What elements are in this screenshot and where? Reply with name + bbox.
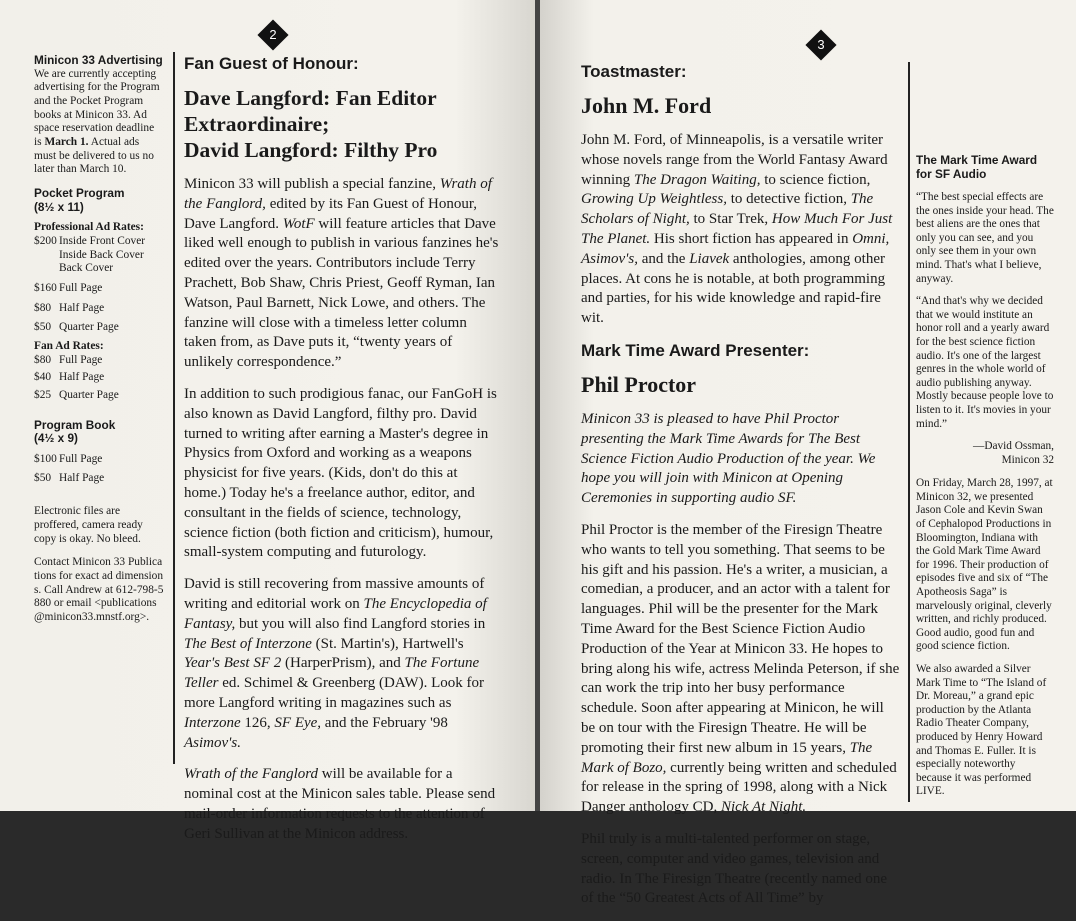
page-number-badge [805, 29, 836, 60]
sidebar-paragraph: We also awarded a Silver Mark Time to “The Island of Dr. Moreau,” a grand epic production by the Atlanta Radio Theater Company, produced by Henry Howard and Thomas E. Fuller. It is especially noteworthy because it was performed LIVE. [916, 663, 1047, 798]
contact-note: Contact Minicon 33 Publications for exact ad dimensions. Call Andrew at 612-798-5880 or email <publications@minicon33.mnstf.org>. [34, 556, 164, 624]
pocket-program-size: (8½ x 11) [34, 199, 84, 214]
rate-row: $40 Half Page [34, 371, 105, 384]
main-column [581, 62, 901, 921]
quote: “The best special effects are the ones inside your head. The best aliens are the ones that only you can see, and you only see them in your own mind. That's what I believe, anyway. [916, 191, 1054, 285]
advertising-sidebar [34, 54, 164, 625]
paragraph: Phil truly is a multi-talented performer on stage, screen, computer and video games, television and radio. In The Firesign Theatre (recently named one of the “50 Greatest Acts of All Time” by [581, 830, 887, 907]
rate-row: $50 Quarter Page [34, 321, 119, 334]
paragraph: In addition to such prodigious fanac, our FanGoH is also known as David Langford, filthy pro. David turned to writing after earning a Master's degree in Physics from Oxford and working as a weapons physicist for five years. (Kids, don't do this at home.) Today he's a freelance author, editor, and consultant in the fields of science, technology, science fiction (both fiction and criticism), humour, small-system computing and futurology. [184, 385, 497, 561]
toastmaster-title: John M. Ford [581, 93, 712, 118]
pro-rates-heading: Professional Ad Rates: [34, 221, 144, 234]
article-title-1: Dave Langford: Fan Editor Extraordinaire; [184, 86, 437, 136]
column-divider [908, 62, 910, 802]
page-number: 2 [269, 27, 277, 42]
presenter-intro: Minicon 33 is pleased to have Phil Proctor presenting the Mark Time Awards for The Best Science Fiction Audio Production of the year. We hope you will join with Minicon at Opening Ceremonies in supporting audio SF. [581, 410, 876, 507]
paragraph: Minicon 33 will publish a special fanzine, Wrath of the Fanglord, edited by its Fan Guest of Honour, Dave Langford. WotF will feature articles that Dave liked well enough to publish in various fanzines he's edited over the years. Contributors include Terry Prachett, Bob Shaw, Chris Priest, Geoff Ryman, Ian Watson, Paul Barnett, Nick Lowe, and others. The fanzine will close with a timeless letter column taken from, as Dave puts it, “twenty years of unlikely correspondence.” [184, 176, 499, 371]
page-number: 3 [817, 37, 825, 52]
ad-text: We are currently accepting advertising for the Program and the Pocket Program books at Minicon 33. Ad space reservation deadline is March 1. Actual ads must be delivered to us no later than March 10. [34, 67, 160, 176]
rate-row: $200 Inside Front Cover Inside Back Cover Back Cover [34, 234, 146, 275]
paragraph: David is still recovering from massive amounts of writing and editorial work on The Encyclopedia of Fantasy, but you will also find Langford stories in The Best of Interzone (St. Martin's), Hartwell's Year's Best SF 2 (HarperPrism), and The Fortune Teller ed. Schimel & Greenberg (DAW). Look for more Langford writing in magazines such as Interzone 126, SF Eye, and the February '98 Asimov's. [184, 576, 487, 751]
page-number-badge [257, 19, 288, 50]
presenter-kicker: Mark Time Award Presenter: [581, 340, 810, 360]
sidebar-paragraph: On Friday, March 28, 1997, at Minicon 32, we presented Jason Cole and Kevin Swan of Cephalopod Productions in Bloomington, Indiana with the Gold Mark Time Award for 1996. Their production of episodes five and six of “The Apotheosis Saga” is marvelously original, cleverly written, and richly produced. Good audio, good fun and good science fiction. [916, 477, 1053, 653]
rate-row: $80 Half Page [34, 301, 105, 314]
rate-row: $100 Full Page [34, 452, 103, 465]
paragraph: Phil Proctor is the member of the Firesign Theatre who wants to tell you something. That seems to be his gift and his passion. He's a writer, a musician, a comedian, a producer, and an actor with a talent for languages. Phil will be the presenter for the Mark Time Award for the Best Science Fiction Audio Production of the Year at Minicon 33. He hopes to bring along his wife, actress Melinda Peterson, if she can work the trip into her busy performance schedule. Soon after appearing at Minicon, he will be on tour with the Firesign Theatre. He will be promoting their first new album in 15 years, The Mark of Bozo, currently being written and scheduled for release in the spring of 1998, along with a Nick Danger anthology CD, Nick At Night. [581, 521, 900, 816]
mark-time-sidebar [916, 154, 1054, 799]
presenter-title: Phil Proctor [581, 371, 697, 397]
pocket-program-heading: Pocket Program [34, 186, 125, 201]
quote: “And that's why we decided that we would institute an honor roll and a yearly award for the best science fiction audio. It's one of the largest genres in the whole world of audio publishing anyway. Mostly because people love to listen to it. It's movies in your mind.” [916, 295, 1054, 430]
program-book-size: (4½ x 9) [34, 431, 78, 446]
attribution-name: —David Ossman, [973, 440, 1054, 453]
toastmaster-kicker: Toastmaster: [581, 62, 687, 81]
electronic-files-note: Electronic files are proffered, camera ready copy is okay. No bleed. [34, 505, 143, 545]
rate-row: $50 Half Page [34, 471, 105, 484]
article-kicker: Fan Guest of Honour: [184, 54, 359, 73]
rate-row: $25 Quarter Page [34, 389, 119, 402]
fan-guest-article [184, 54, 500, 857]
paragraph: John M. Ford, of Minneapolis, is a versatile writer whose novels range from the World Fantasy Award winning The Dragon Waiting, to science fiction, Growing Up Weightless, to detective fiction, The Scholars of Night, to Star Trek, How Much For Just The Planet. His short fiction has appeared in Omni, Asimov's, and the Liavek anthologies, among other places. At cons he is notable, at both programming and parties, for his wide knowledge and rapid-fire wit. [581, 132, 893, 327]
fan-rates-heading: Fan Ad Rates: [34, 340, 104, 353]
right-page [540, 0, 1076, 907]
ad-heading: Minicon 33 Advertising [34, 53, 163, 67]
program-book-heading: Program Book [34, 417, 116, 432]
attribution-event: Minicon 32 [1001, 453, 1054, 466]
sidebar-heading: The Mark Time Award for SF Audio [916, 153, 1038, 181]
rate-row: $80 Full Page [34, 353, 103, 366]
article-title-2: David Langford: Filthy Pro [184, 138, 438, 162]
paragraph: Wrath of the Fanglord will be available for a nominal cost at the Minicon sales table. Please send mail-order information requests to the attention of Geri Sullivan at the Minicon address. [184, 766, 496, 842]
column-divider [173, 52, 175, 764]
left-page [0, 0, 536, 842]
rate-row: $160 Full Page [34, 281, 103, 294]
